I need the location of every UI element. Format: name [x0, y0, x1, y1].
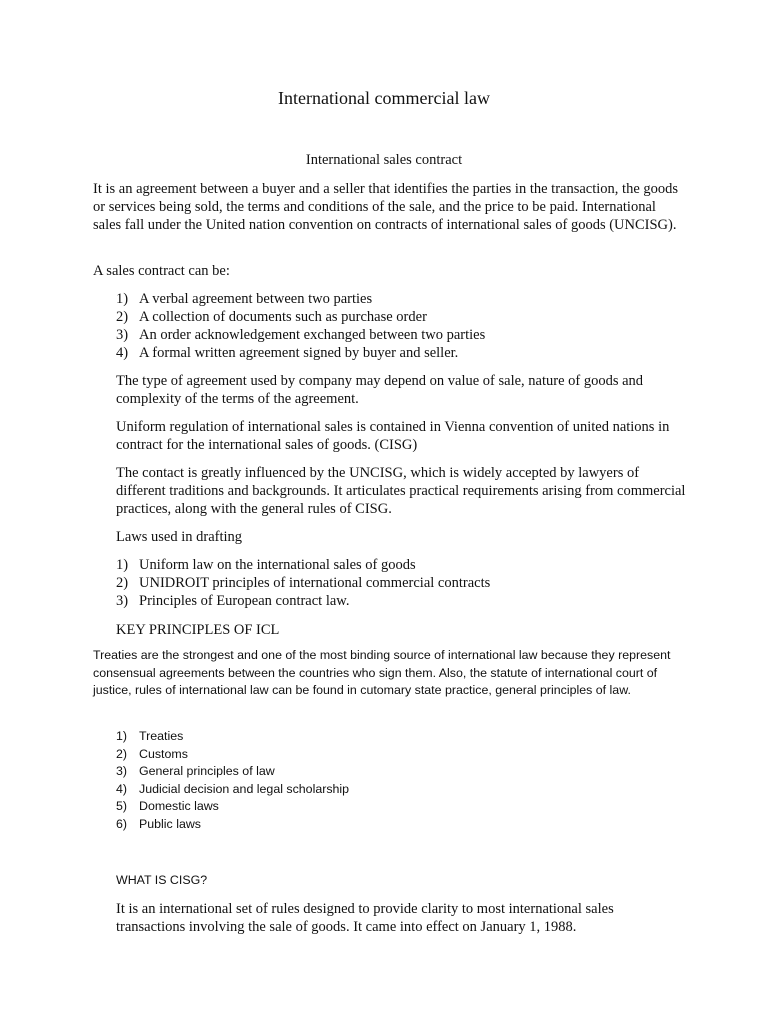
- sales-contract-list: [116, 290, 686, 362]
- list-item: [116, 816, 686, 834]
- list-item: [116, 290, 686, 308]
- list-item: [116, 308, 686, 326]
- agreement-type-paragraph: The type of agreement used by company may depend on value of sale, nature of goods and complexity of the terms of the agreement.: [116, 373, 644, 407]
- list-item: [116, 728, 686, 746]
- list-number: 3): [116, 327, 129, 343]
- list-number: 1): [116, 291, 129, 307]
- list-item: [116, 592, 686, 610]
- list-item: [116, 326, 686, 344]
- list-number: 3): [116, 764, 128, 779]
- list-item-text: Uniform law on the international sales of goods: [139, 557, 416, 573]
- intro-paragraph: It is an agreement between a buyer and a seller that identifies the parties in the transaction, the goods or services being sold, the terms and conditions of the sale, and the price to be paid. International sales fall under the United nation convention on contracts of international sales of goods (UNCISG).: [93, 181, 679, 233]
- list-item-text: A verbal agreement between two parties: [139, 291, 373, 307]
- cisg-heading: WHAT IS CISG?: [116, 873, 208, 887]
- list-number: 1): [116, 557, 129, 573]
- list-item-text: A collection of documents such as purchase order: [139, 309, 427, 325]
- treaties-paragraph: Treaties are the strongest and one of the most binding source of international law because they represent consensual agreements between the countries who sign them. Also, the statute of international court of justice, rules of international law can be found in cutomary state practice, general principles of law.: [93, 648, 671, 698]
- cisg-paragraph: It is an international set of rules designed to provide clarity to most international sales transactions involving the sale of goods. It came into effect on January 1, 1988.: [116, 901, 614, 935]
- sales-contract-lead: A sales contract can be:: [93, 263, 230, 279]
- list-number: 3): [116, 593, 129, 609]
- document-title: International commercial law: [278, 88, 490, 108]
- list-number: 2): [116, 309, 129, 325]
- list-number: 6): [116, 816, 128, 831]
- list-number: 4): [116, 345, 129, 361]
- list-item-text: UNIDROIT principles of international commercial contracts: [139, 575, 491, 591]
- list-item-text: Customs: [139, 746, 188, 761]
- laws-lead: Laws used in drafting: [116, 529, 243, 545]
- list-item-text: Judicial decision and legal scholarship: [139, 781, 350, 796]
- list-number: 5): [116, 799, 128, 814]
- list-item: [116, 556, 686, 574]
- list-item-text: Principles of European contract law.: [139, 593, 350, 609]
- laws-list: [116, 556, 686, 610]
- sources-list: [116, 728, 686, 834]
- list-item-text: Domestic laws: [139, 799, 219, 814]
- list-item: [116, 798, 686, 816]
- list-item-text: An order acknowledgement exchanged between two parties: [139, 327, 486, 343]
- list-item-text: Public laws: [139, 816, 201, 831]
- section-subtitle: International sales contract: [305, 152, 463, 168]
- list-item-text: General principles of law: [139, 764, 275, 779]
- list-number: 4): [116, 781, 128, 796]
- list-item: [116, 574, 686, 592]
- list-item-text: Treaties: [139, 729, 184, 743]
- list-item: [116, 781, 686, 799]
- uncisg-paragraph: The contact is greatly influenced by the UNCISG, which is widely accepted by lawyers of different traditions and backgrounds. It articulates practical requirements arising from commercial practices, along with the general rules of CISG.: [116, 465, 686, 517]
- list-item-text: A formal written agreement signed by buyer and seller.: [139, 345, 459, 361]
- list-number: 1): [116, 729, 128, 743]
- key-principles-heading: KEY PRINCIPLES OF ICL: [116, 622, 280, 638]
- list-number: 2): [116, 575, 129, 591]
- list-item: [116, 746, 686, 764]
- list-number: 2): [116, 746, 128, 761]
- list-item: [116, 763, 686, 781]
- list-item: [116, 344, 686, 362]
- uniform-regulation-paragraph: Uniform regulation of international sales is contained in Vienna convention of united nations in contract for the international sales of goods. (CISG): [116, 419, 670, 453]
